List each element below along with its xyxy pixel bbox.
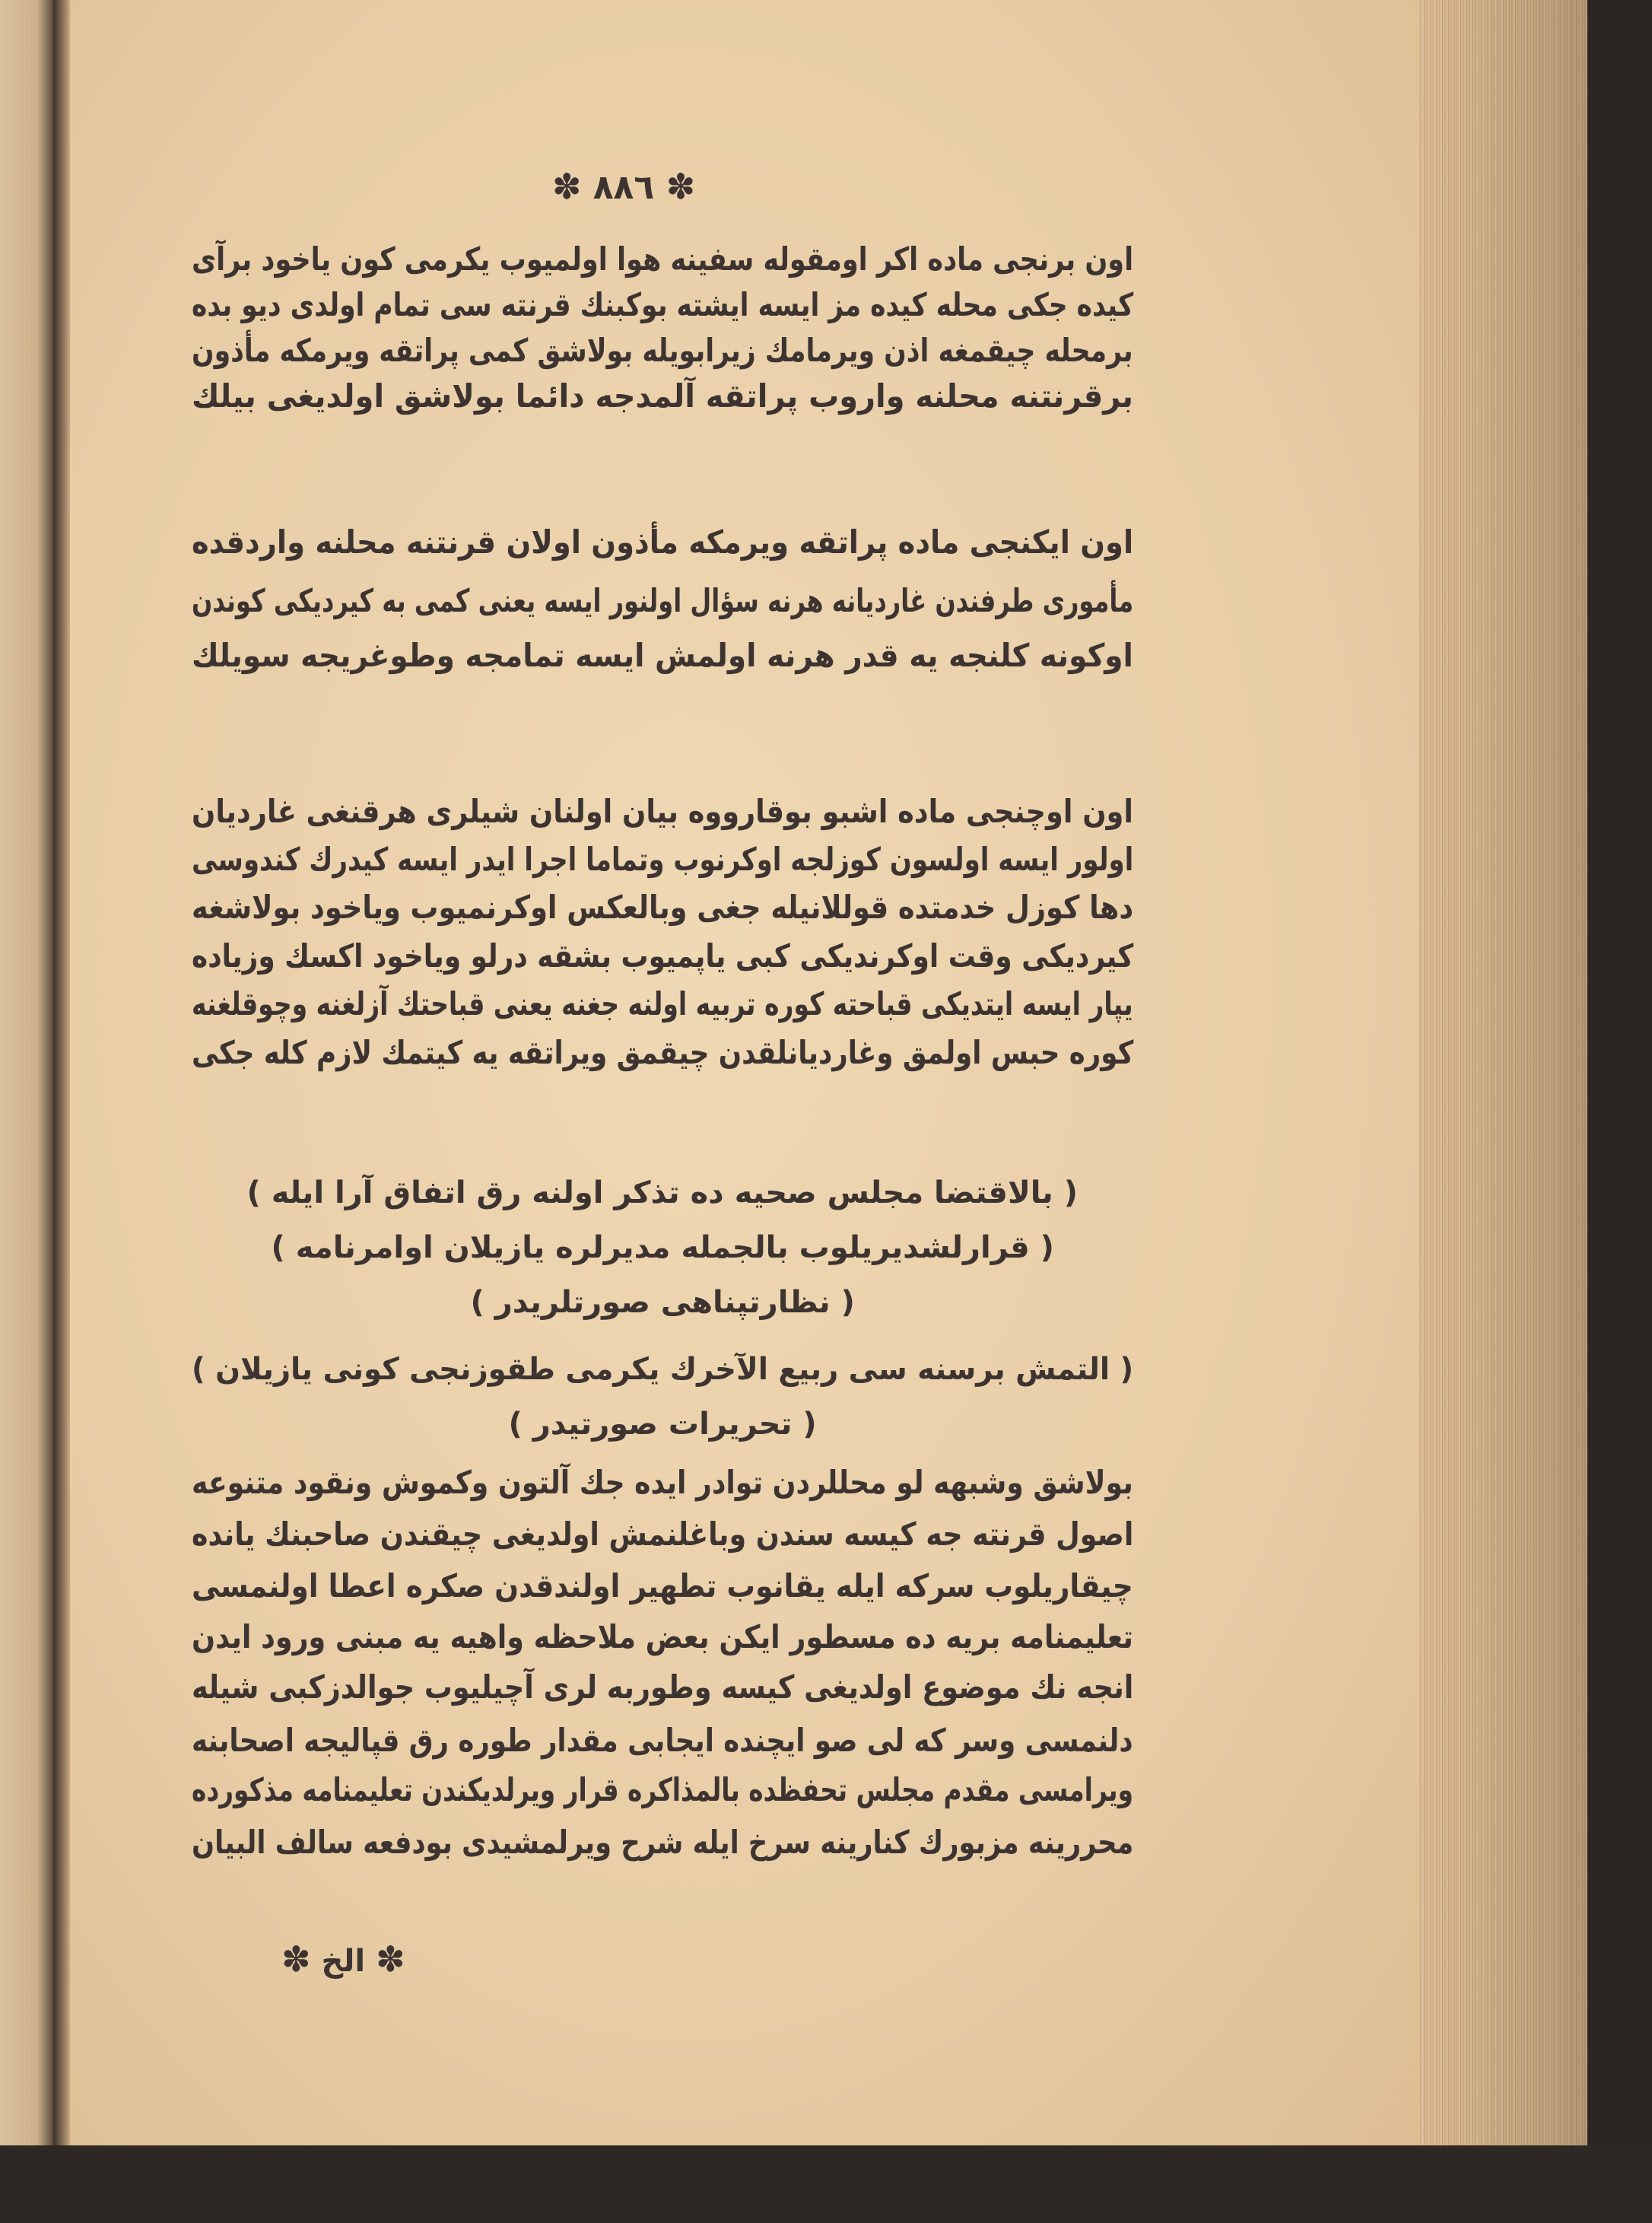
text-line — [192, 1030, 1133, 1076]
line-text: دها كوزل خدمتده قوللانیله جغی وبالعكس اوكرنمیوب ویاخود بولاشغه — [192, 889, 1134, 926]
centered-heading-line — [192, 1170, 1133, 1216]
line-text: مأموری طرفندن غاردیانه هرنه سؤال اولنور ایسه یعنی كمی به كیردیكی كوندن — [192, 582, 1134, 619]
text-line — [192, 1718, 1133, 1763]
text-line — [192, 520, 1133, 565]
line-text: ( قرارلشدیریلوب بالجمله مدیرلره یازیلان اوامرنامه ) — [271, 1230, 1054, 1265]
line-text: تعلیمنامه بریه ده مسطور ایكن بعض ملاحظه واهیه یه مبنی ورود ایدن — [192, 1618, 1134, 1655]
text-line — [192, 1767, 1133, 1813]
line-text: برقرنتنه محلنه واروب پراتقه آلمدجه دائما بولاشق اولدیغی بیلك — [192, 377, 1134, 415]
line-text: ویرامسی مقدم مجلس تحفظده بالمذاكره قرار ویرلدیكندن تعلیمنامه مذكورده — [192, 1771, 1133, 1808]
centered-heading-line — [192, 1225, 1133, 1271]
page-header — [532, 166, 715, 207]
line-text: ( نظارتپناهی صورتلریدر ) — [470, 1285, 855, 1320]
line-text: اولور ایسه اولسون كوزلجه اوكرنوب وتماما اجرا ایدر ایسه كیدرك كندوسی — [192, 841, 1134, 878]
text-line — [192, 328, 1133, 374]
ornament-icon: ✽ — [281, 1938, 311, 1980]
line-text: چیقاریلوب سركه ایله یقانوب تطهیر اولندقدن صكره اعطا اولنمسی — [192, 1567, 1133, 1604]
line-text: اون برنجی ماده اكر اومقوله سفینه هوا اولمیوب یكرمی كون یاخود برآی — [192, 240, 1134, 278]
line-text: برمحله چیقمغه اذن ویرمامك زیرابویله بولاشق كمی پراتقه ویرمكه مأذون — [192, 332, 1133, 369]
line-text: اون ایكنجی ماده پراتقه ویرمكه مأذون اولان قرنتنه محلنه واردقده — [192, 523, 1134, 561]
centered-heading-line — [192, 1347, 1133, 1392]
text-line — [192, 282, 1133, 328]
page-number: ٨٨٦ — [592, 168, 655, 207]
text-line — [192, 1820, 1133, 1865]
line-text: ( تحریرات صورتیدر ) — [508, 1407, 817, 1442]
text-line — [192, 1512, 1133, 1557]
page-stack-shadow — [1418, 0, 1587, 2153]
ornament-icon: ✽ — [666, 166, 696, 207]
text-line — [192, 1614, 1133, 1660]
line-text: كوره حبس اولمق وغاردیانلقدن چیقمق ویراتقه یه كیتمك لازم كله جكی — [192, 1034, 1134, 1071]
line-text: انجه نك موضوع اولدیغی كیسه وطوربه لری آچیلیوب جوالدزكبی شیله — [192, 1668, 1134, 1706]
ornament-icon: ✽ — [375, 1938, 405, 1980]
line-text: كیده جكی محله كیده مز ایسه ایشته بوكبنك قرنته سی تمام اولدی دیو بده — [192, 286, 1134, 323]
line-text: محررینه مزبورك كنارینه سرخ ایله شرح ویرلمشیدی بودفعه سالف البیان — [192, 1824, 1134, 1861]
text-line — [192, 578, 1133, 624]
line-text: اون اوچنجی ماده اشبو بوقارووه بیان اولنان شیلری هرقنغی غاردیان — [192, 793, 1133, 830]
line-text: بولاشق وشبهه لو محللردن توادر ایده جك آلتون وكموش ونقود متنوعه — [192, 1464, 1133, 1501]
background — [0, 2145, 1652, 2223]
book-gutter — [53, 0, 70, 2223]
facing-page-edge — [0, 0, 53, 2223]
page-end-marker — [281, 1938, 405, 1980]
line-text: ( التمش برسنه سی ربیع الآخرك یكرمی طقوزنجی كونی یازیلان ) — [192, 1352, 1134, 1387]
text-line — [192, 237, 1133, 282]
text-line — [192, 981, 1133, 1027]
text-line — [192, 374, 1133, 419]
centered-heading-line — [192, 1401, 1133, 1447]
line-text: اوكونه كلنجه یه قدر هرنه اولمش ایسه تمامجه وطوغریجه سویلك — [192, 637, 1133, 674]
line-text: كیردیكی وقت اوكرندیكی كبی یاپمیوب بشقه درلو ویاخود اكسك وزیاده — [192, 937, 1134, 975]
text-line — [192, 933, 1133, 979]
text-line — [192, 1460, 1133, 1506]
text-line — [192, 1563, 1133, 1609]
line-text: ( بالاقتضا مجلس صحیه ده تذكر اولنه رق اتفاق آرا ایله ) — [246, 1175, 1078, 1210]
line-text: دلنمسی وسر كه لی صو ایچنده ایجابی مقدار طوره رق قپالیجه اصحابنه — [192, 1722, 1133, 1759]
text-line — [192, 837, 1133, 883]
text-line — [192, 789, 1133, 835]
text-line — [192, 633, 1133, 679]
text-line — [192, 1665, 1133, 1710]
text-line — [192, 885, 1133, 930]
line-text: یپار ایسه ایتدیكی قباحته كوره تربیه اولنه جغنه یعنی قباحتك آزلغنه وچوقلغنه — [192, 985, 1133, 1022]
ornament-icon: ✽ — [551, 166, 582, 207]
line-text: اصول قرنته جه كیسه سندن وباغلنمش اولدیغی چیقندن صاحبنك یانده — [192, 1515, 1134, 1553]
continuation-word: الخ — [321, 1944, 366, 1979]
centered-heading-line — [192, 1280, 1133, 1325]
